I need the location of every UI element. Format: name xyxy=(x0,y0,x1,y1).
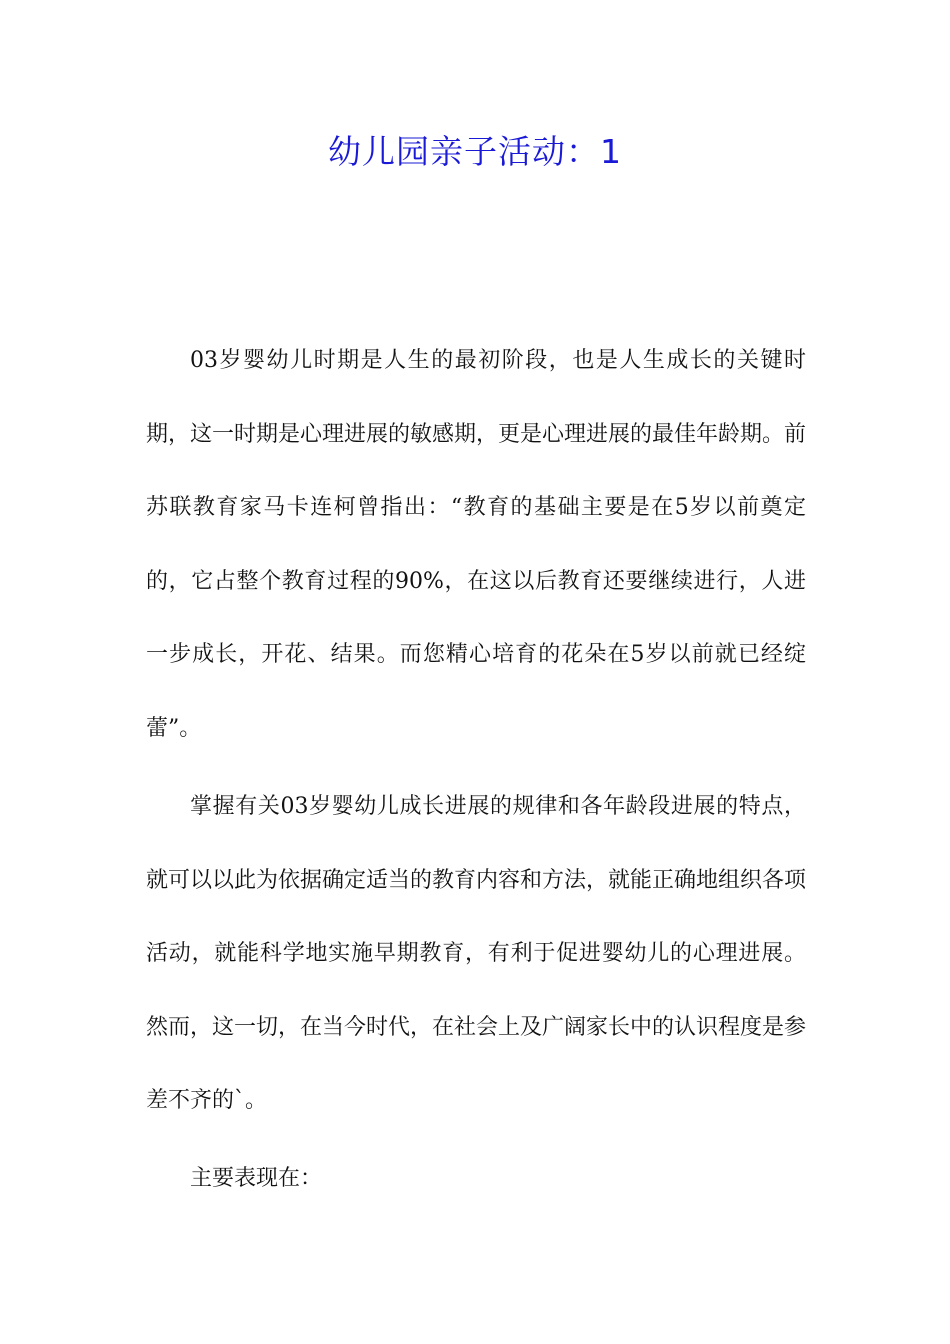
paragraph-development-rules: 掌握有关03岁婴幼儿成长进展的规律和各年龄段进展的特点，就可以以此为依据确定适当的教育内容和方法，就能正确地组织各项活动，就能科学地实施早期教育，有利于促进婴幼儿的心理进展。 然而，这一切，在当今时代，在社会上及广阔家长中的认识程度是参差不齐的`。 xyxy=(146,794,807,1114)
paragraph-main-manifestations: 主要表现在： xyxy=(190,1166,323,1191)
paragraph-intro: 03岁婴幼儿时期是人生的最初阶段，也是人生成长的关键时期，这一时期是心理进展的敏感期，更是心理进展的最佳年龄期。前苏联教育家马卡连柯曾指出：“教育的基础主要是在5岁以前奠定的，它占整个教育过程的90%，在这以后教育还要继续进行，人进一步成长，开花、结果。而您精心培育的花朵在5岁以前就已经绽蕾”。 xyxy=(146,348,807,741)
document-title: 幼儿园亲子活动：1 xyxy=(328,132,622,171)
